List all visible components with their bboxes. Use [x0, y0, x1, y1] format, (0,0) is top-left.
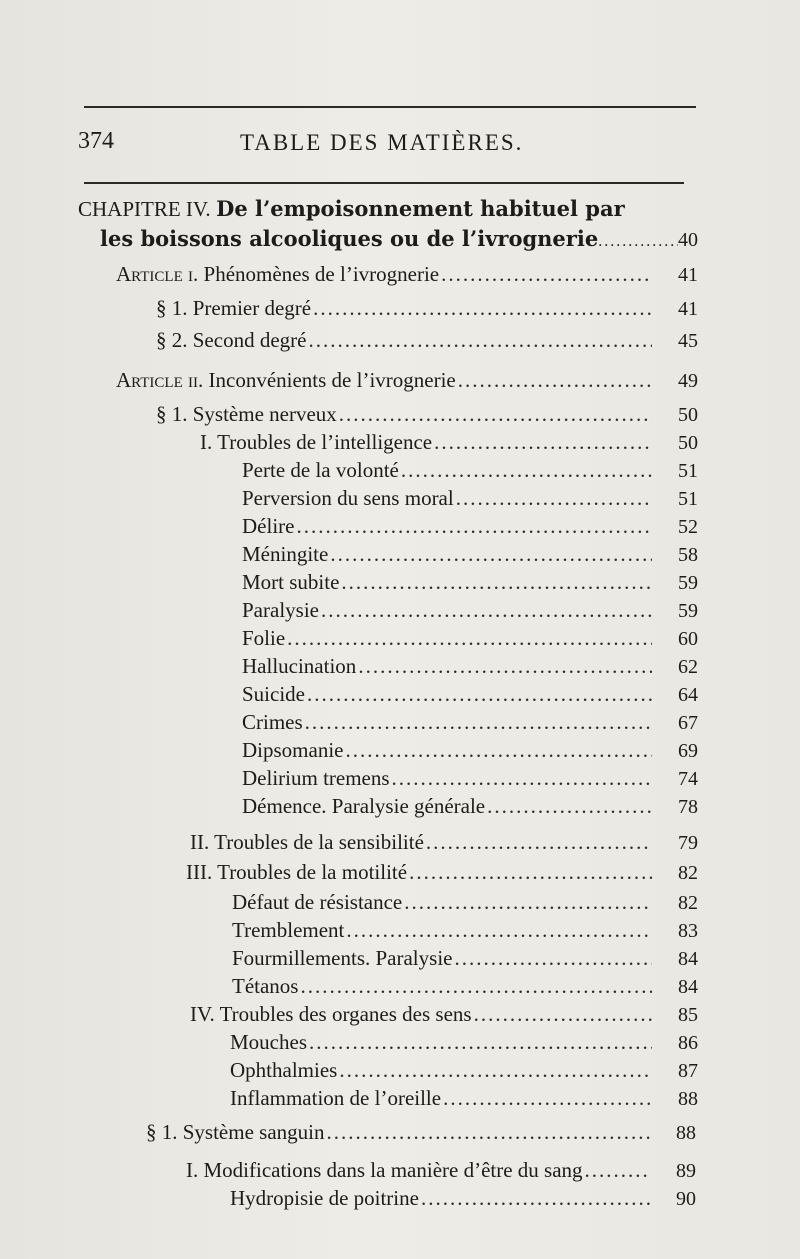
entry-label: Fourmillements. Paralysie [232, 946, 453, 970]
toc-entry [156, 296, 698, 324]
leader-dots [426, 830, 652, 855]
entry-page: 60 [678, 628, 698, 650]
entry-label: Méningite [242, 542, 329, 566]
entry-label: Tétanos [232, 974, 299, 998]
entry-label: Dipsomanie [242, 738, 344, 762]
entry-page: 62 [678, 656, 698, 678]
leader-dots [341, 570, 652, 595]
entry-label: § 2. Second degré [156, 328, 307, 352]
toc-entry [186, 860, 698, 888]
entry-page: 50 [678, 404, 698, 426]
entry-page: 84 [678, 976, 698, 998]
leader-dots [300, 974, 652, 999]
entry-label: § 1. Système sanguin [146, 1120, 325, 1144]
entry-page: 52 [678, 516, 698, 538]
entry-page: 89 [676, 1160, 696, 1182]
entry-page: 90 [676, 1188, 696, 1210]
entry-label: Delirium tremens [242, 766, 390, 790]
leader-dots [305, 710, 652, 735]
toc-entry [242, 794, 698, 822]
toc-entry [232, 974, 698, 1002]
toc-entry [230, 1058, 698, 1086]
chapter-line-2 [100, 226, 698, 252]
leader-dots [434, 430, 652, 455]
leader-dots [339, 1058, 652, 1083]
toc-entry [242, 710, 698, 738]
leader-dots [474, 1002, 652, 1027]
entry-page: 88 [678, 1088, 698, 1110]
entry-page: 82 [678, 862, 698, 884]
entry-page: 41 [678, 264, 698, 286]
toc-entry [230, 1030, 698, 1058]
entry-page: 86 [678, 1032, 698, 1054]
entry-page: 49 [678, 370, 698, 392]
entry-page: 59 [678, 600, 698, 622]
toc-entry [116, 368, 698, 396]
header-rule [84, 182, 684, 184]
entry-label: Article i. Phénomènes de l’ivrognerie [116, 262, 440, 286]
entry-page: 84 [678, 948, 698, 970]
leader-dots [404, 890, 652, 915]
leader-dots [598, 233, 678, 251]
leader-dots [313, 296, 652, 321]
chapter-title-continued: les boissons alcooliques ou de l’ivrognerie [100, 226, 599, 251]
leader-dots [421, 1186, 650, 1211]
entry-page: 51 [678, 460, 698, 482]
entry-page: 41 [678, 298, 698, 320]
entry-label: Tremblement [232, 918, 345, 942]
entry-page: 58 [678, 544, 698, 566]
toc-entry [190, 1002, 698, 1030]
entry-page: 59 [678, 572, 698, 594]
entry-label: Paralysie [242, 598, 319, 622]
leader-dots [441, 262, 652, 287]
leader-dots [392, 766, 652, 791]
leader-dots [309, 1030, 652, 1055]
toc-entry [242, 654, 698, 682]
entry-label: Délire [242, 514, 295, 538]
toc-entry [232, 946, 698, 974]
entry-label: Perversion du sens moral [242, 486, 454, 510]
entry-label: Article ii. Inconvénients de l’ivrognerie [116, 368, 456, 392]
toc-entry [156, 402, 698, 430]
entry-label: § 1. Système nerveux [156, 402, 337, 426]
leader-dots [443, 1086, 652, 1111]
leader-dots [346, 918, 652, 943]
entry-page: 83 [678, 920, 698, 942]
toc-entry [242, 486, 698, 514]
toc-entry [190, 830, 698, 858]
entry-label: Mouches [230, 1030, 307, 1054]
leader-dots [487, 794, 652, 819]
entry-page: 88 [676, 1122, 696, 1144]
toc-entry [242, 458, 698, 486]
toc-entry [242, 570, 698, 598]
leader-dots [287, 626, 652, 651]
leader-dots [585, 1158, 650, 1183]
leader-dots [358, 654, 652, 679]
entry-page: 67 [678, 712, 698, 734]
toc-entry [116, 262, 698, 290]
entry-label: Crimes [242, 710, 303, 734]
toc-entry [242, 738, 698, 766]
entry-label: Défaut de résistance [232, 890, 403, 914]
article-prefix: Article i. [116, 262, 199, 286]
toc-entry [186, 1158, 696, 1186]
entry-label: III. Troubles de la motilité [186, 860, 408, 884]
leader-dots [456, 486, 652, 511]
entry-page: 50 [678, 432, 698, 454]
toc-entry [230, 1086, 698, 1114]
entry-label: § 1. Premier degré [156, 296, 312, 320]
leader-dots [296, 514, 652, 539]
entry-label: IV. Troubles des organes des sens [190, 1002, 472, 1026]
toc-entry [242, 542, 698, 570]
leader-dots [409, 860, 652, 885]
entry-label: Perte de la volonté [242, 458, 399, 482]
entry-page: 78 [678, 796, 698, 818]
leader-dots [321, 598, 652, 623]
entry-page: 45 [678, 330, 698, 352]
toc-entry [242, 598, 698, 626]
page-number: 374 [78, 128, 114, 154]
entry-label: Folie [242, 626, 286, 650]
leader-dots [307, 682, 652, 707]
leader-dots [458, 368, 652, 393]
leader-dots [401, 458, 652, 483]
entry-page: 69 [678, 740, 698, 762]
toc-entry [242, 682, 698, 710]
entry-label: I. Troubles de l’intelligence [200, 430, 433, 454]
entry-label: II. Troubles de la sensibilité [190, 830, 424, 854]
entry-label: Démence. Paralysie générale [242, 794, 486, 818]
toc-entry [242, 766, 698, 794]
entry-page: 87 [678, 1060, 698, 1082]
chapter-label: CHAPITRE IV. [78, 197, 211, 221]
toc-entry [156, 328, 698, 356]
entry-label: Suicide [242, 682, 305, 706]
entry-page: 79 [678, 832, 698, 854]
entry-page: 74 [678, 768, 698, 790]
entry-label: Inflammation de l’oreille [230, 1086, 442, 1110]
entry-page: 85 [678, 1004, 698, 1026]
top-rule [84, 106, 696, 108]
running-title: TABLE DES MATIÈRES. [240, 130, 524, 155]
leader-dots [454, 946, 652, 971]
toc-entry [232, 890, 698, 918]
entry-page: 82 [678, 892, 698, 914]
leader-dots [327, 1120, 651, 1145]
article-prefix: Article ii. [116, 368, 204, 392]
leader-dots [345, 738, 652, 763]
chapter-line-1 [78, 196, 625, 222]
toc-entry [242, 626, 698, 654]
toc-entry [200, 430, 698, 458]
chapter-page: 40 [678, 229, 698, 251]
entry-label: Hydropisie de poitrine [230, 1186, 419, 1210]
entry-label: Mort subite [242, 570, 340, 594]
entry-label: I. Modifications dans la manière d’être du sang [186, 1158, 583, 1182]
entry-page: 51 [678, 488, 698, 510]
leader-dots [330, 542, 652, 567]
entry-page: 64 [678, 684, 698, 706]
entry-label: Ophthalmies [230, 1058, 338, 1082]
chapter-title: De l’empoisonnement habituel par [216, 196, 625, 221]
page-header [78, 128, 698, 164]
toc-entry [230, 1186, 696, 1214]
toc-entry [242, 514, 698, 542]
leader-dots [308, 328, 652, 353]
toc-entry [146, 1120, 696, 1148]
toc-entry [232, 918, 698, 946]
leader-dots [339, 402, 652, 427]
entry-label: Hallucination [242, 654, 357, 678]
